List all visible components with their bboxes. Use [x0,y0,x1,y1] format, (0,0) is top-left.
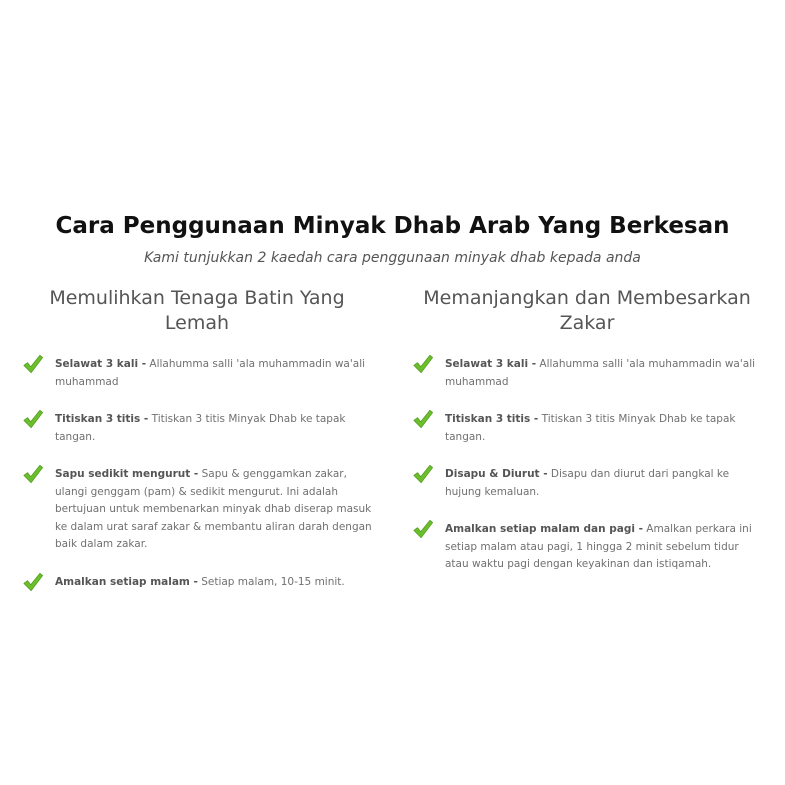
list-item [22,356,372,391]
instruction-list [22,356,372,591]
item-title: Selawat 3 kali - [55,358,147,370]
checkmark-icon [22,353,44,375]
item-text: Sapu & genggamkan zakar, ulangi genggam (pam) & sedikit mengurut. Ini adalah bertujuan untuk membenarkan minyak dhab diserap masuk ke dalam urat saraf zakar & membantu aliran darah dengan baik dalam zakar. [55,468,372,550]
list-item [412,521,762,574]
page-subtitle: Kami tunjukkan 2 kaedah cara penggunaan minyak dhab kepada anda [144,250,641,266]
list-item [22,411,372,446]
column-left [22,286,372,611]
item-title: Sapu sedikit mengurut - [55,468,199,480]
checkmark-icon [22,463,44,485]
page-title: Cara Penggunaan Minyak Dhab Arab Yang Berkesan [55,213,730,240]
item-text: Setiap malam, 10-15 minit. [197,575,345,588]
item-text: Allahumma salli 'ala muhammadin wa'ali muhammad [55,358,366,388]
list-item [412,411,762,446]
item-title: Amalkan setiap malam - [55,575,198,588]
item-text: Titiskan 3 titis Minyak Dhab ke tapak tangan. [445,413,736,443]
checkmark-icon [412,463,434,485]
column-heading: Memulihkan Tenaga Batin Yang Lemah [49,287,345,334]
item-text: Amalkan perkara ini setiap malam atau pagi, 1 hingga 2 minit sebelum tidur atau waktu pagi dengan keyakinan dan istiqamah. [445,523,752,570]
checkmark-icon [412,408,434,430]
list-item [22,466,372,554]
column-heading: Memanjangkan dan Membesarkan Zakar [423,287,751,334]
checkmark-icon [22,571,44,593]
item-title: Amalkan setiap malam dan pagi - [445,523,643,535]
item-text: Allahumma salli 'ala muhammadin wa'ali muhammad [445,358,756,388]
list-item [412,466,762,501]
list-item [22,574,372,592]
checkmark-icon [412,353,434,375]
item-text: Disapu dan diurut dari pangkal ke hujung kemaluan. [445,468,730,498]
item-title: Titiskan 3 titis - [55,413,149,425]
column-right [412,286,762,594]
list-item [412,356,762,391]
item-text: Titiskan 3 titis Minyak Dhab ke tapak tangan. [55,413,346,443]
checkmark-icon [412,518,434,540]
item-title: Selawat 3 kali - [445,358,537,370]
checkmark-icon [22,408,44,430]
item-title: Titiskan 3 titis - [445,413,539,425]
item-title: Disapu & Diurut - [445,468,548,480]
instruction-list [412,356,762,574]
